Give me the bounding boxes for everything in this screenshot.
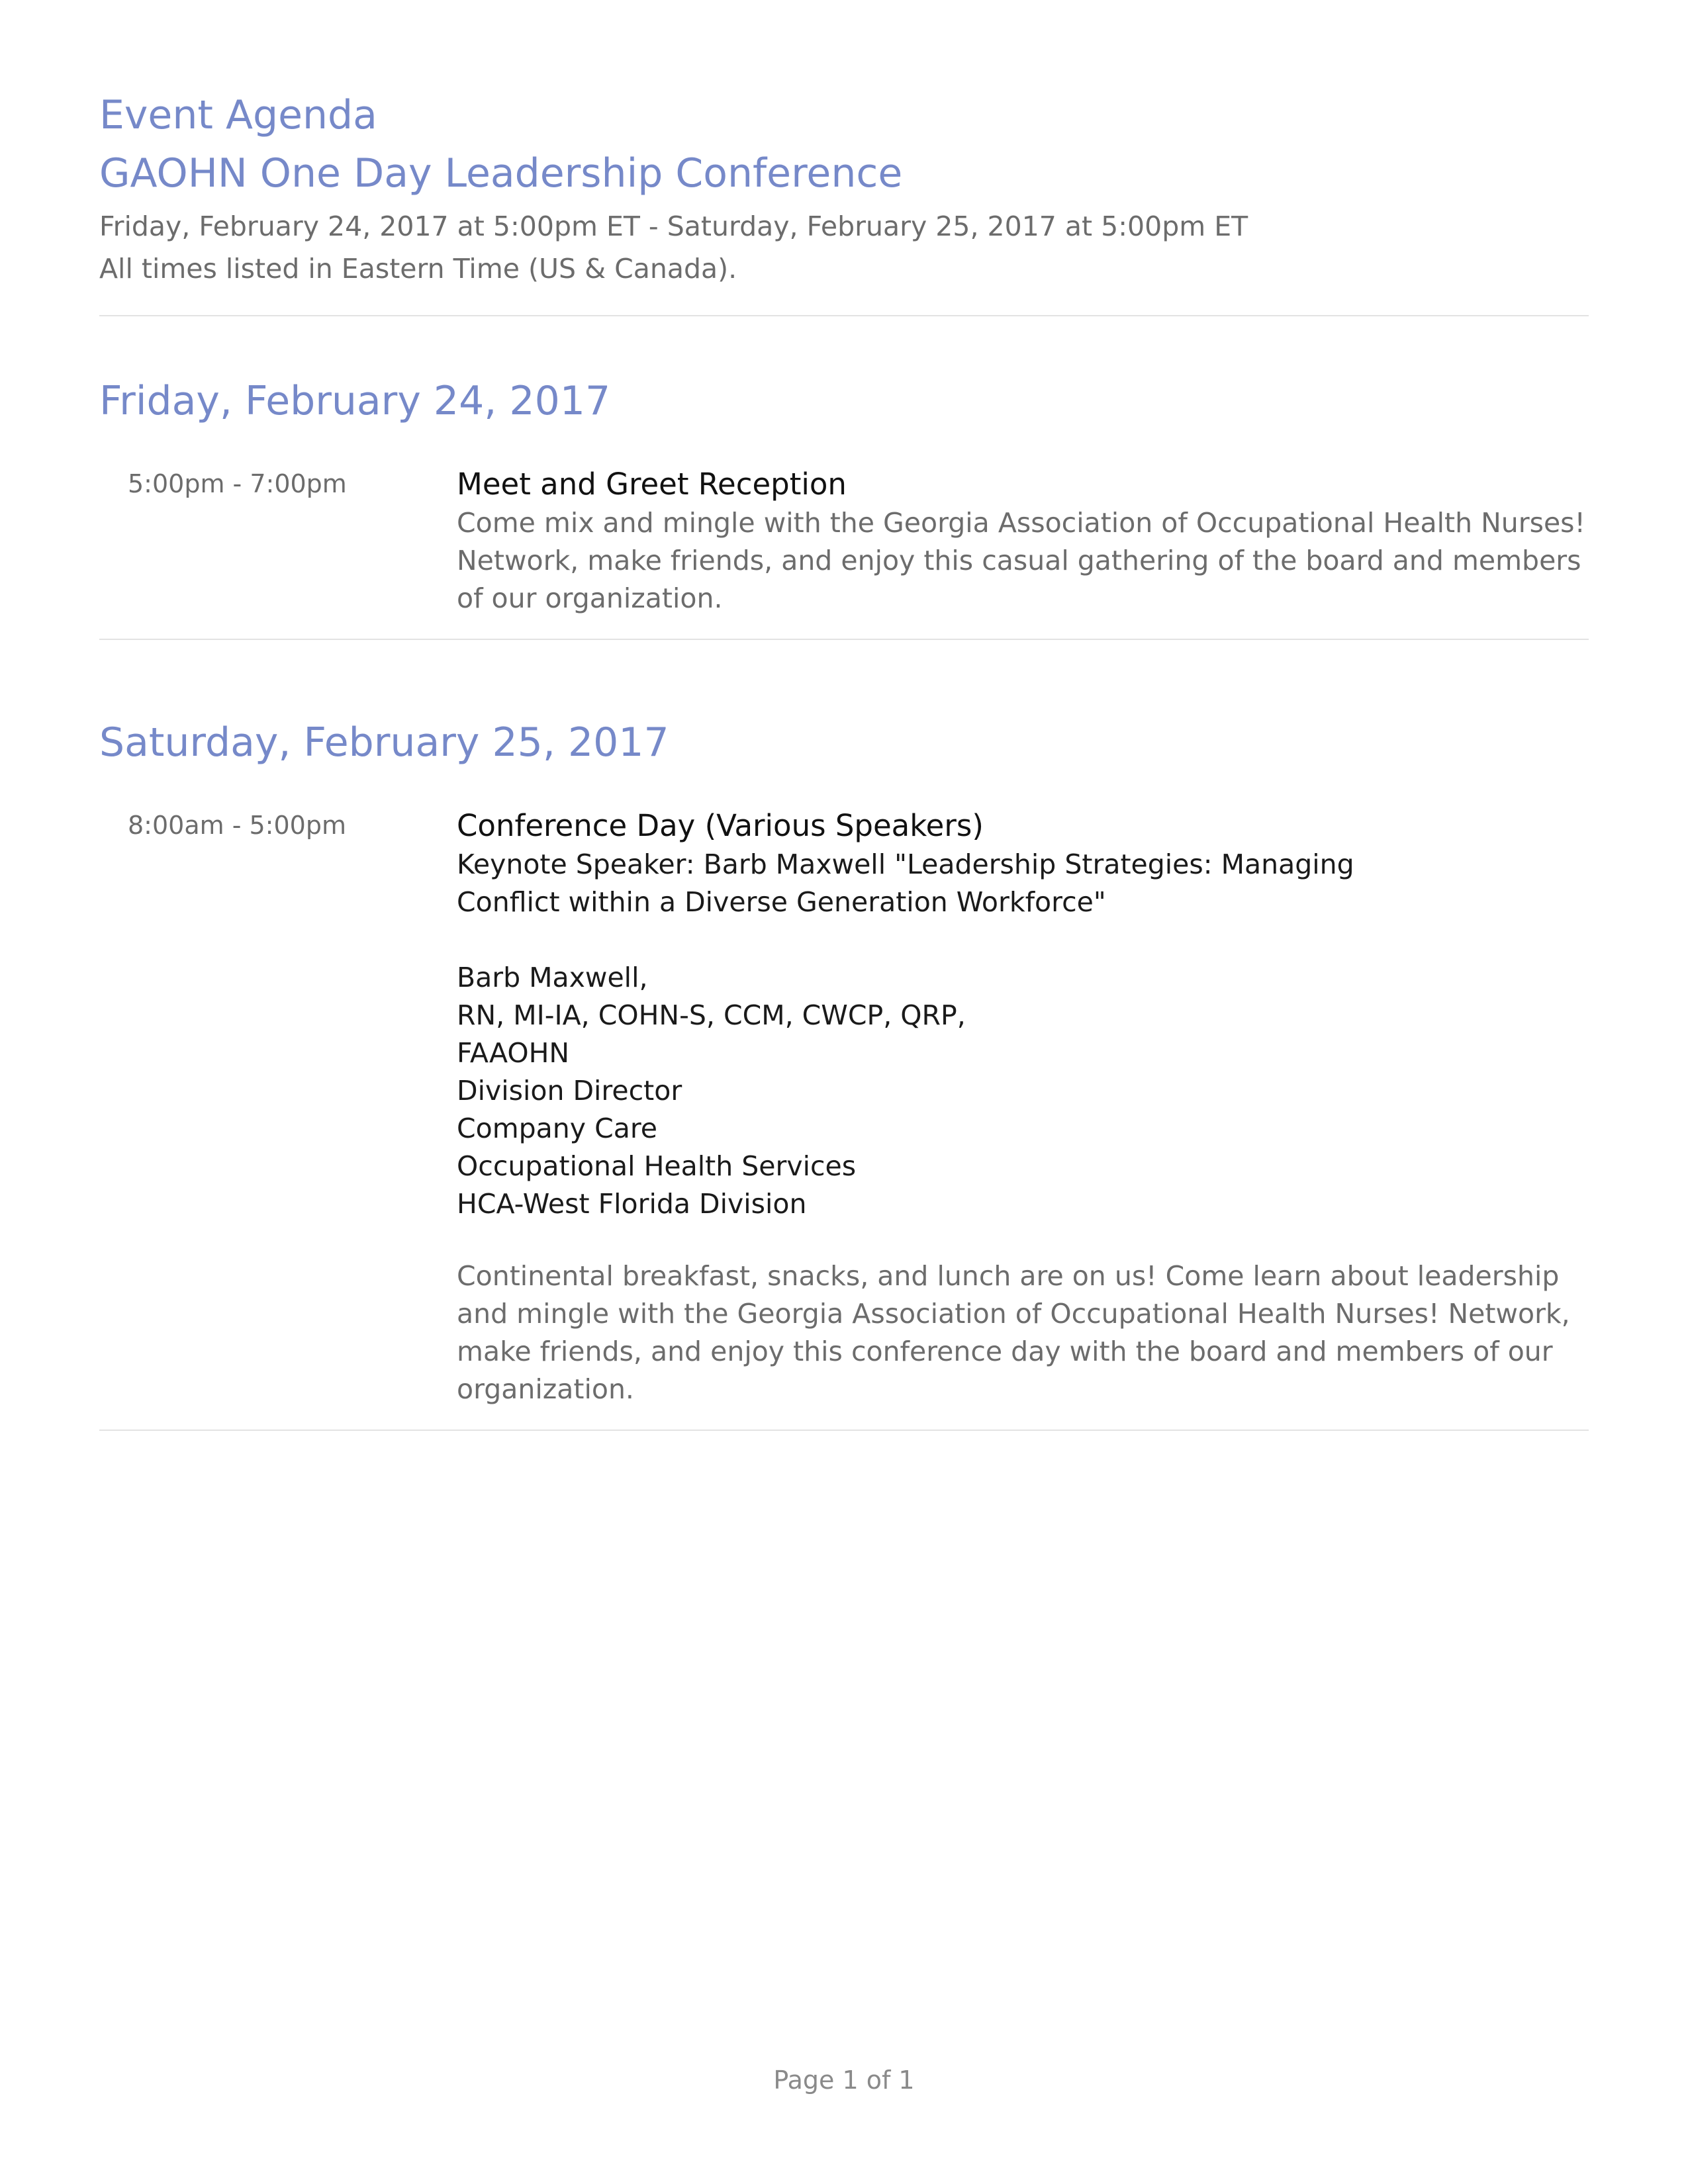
keynote-line: Keynote Speaker: Barb Maxwell "Leadership Strategies: Managing — [457, 848, 1354, 880]
document-title: Event Agenda — [99, 92, 377, 138]
agenda-session — [99, 806, 1589, 1408]
keynote-line: Conflict within a Diverse Generation Workforce" — [457, 886, 1106, 918]
speaker-credential-line: Occupational Health Services — [457, 1150, 857, 1182]
session-description: Continental breakfast, snacks, and lunch are on us! Come learn about leadership and mingle with the Georgia Association of Occupational Health Nurses! Network, make friends, and enjoy this conference day with the board and members of our organization. — [457, 1260, 1570, 1405]
session-description: Come mix and mingle with the Georgia Association of Occupational Health Nurses! Network, make friends, and enjoy this casual gathering of the board and members of our organization. — [457, 507, 1585, 614]
session-title: Conference Day (Various Speakers) — [457, 808, 984, 843]
session-title: Meet and Greet Reception — [457, 467, 847, 502]
session-time: 5:00pm - 7:00pm — [128, 469, 347, 498]
day-section-friday — [99, 375, 1589, 640]
session-details — [457, 806, 1589, 1408]
speaker-credential-line: Company Care — [457, 1113, 658, 1144]
speaker-credential-line: Division Director — [457, 1075, 682, 1107]
speaker-credential-line: FAAOHN — [457, 1037, 570, 1069]
session-details — [457, 465, 1589, 617]
document-header — [99, 86, 1589, 290]
day-section-saturday — [99, 716, 1589, 1431]
keynote-info — [457, 846, 1589, 1223]
day-heading: Friday, February 24, 2017 — [99, 378, 611, 424]
line-gap — [457, 921, 1589, 959]
day-heading: Saturday, February 25, 2017 — [99, 719, 669, 766]
header-divider — [99, 315, 1589, 316]
session-divider — [99, 639, 1589, 640]
speaker-credential-line: Barb Maxwell, — [457, 962, 648, 993]
event-title: GAOHN One Day Leadership Conference — [99, 150, 903, 197]
timezone-note: All times listed in Eastern Time (US & Canada). — [99, 253, 737, 285]
session-time: 8:00am - 5:00pm — [128, 811, 346, 840]
page-number: Page 1 of 1 — [773, 2066, 915, 2095]
agenda-document — [99, 86, 1589, 1431]
event-date-range: Friday, February 24, 2017 at 5:00pm ET - Saturday, February 25, 2017 at 5:00pm ET — [99, 210, 1248, 242]
session-divider — [99, 1430, 1589, 1431]
agenda-session — [99, 465, 1589, 617]
speaker-credential-line: HCA-West Florida Division — [457, 1188, 807, 1220]
speaker-credential-line: RN, MI-IA, COHN-S, CCM, CWCP, QRP, — [457, 999, 966, 1031]
